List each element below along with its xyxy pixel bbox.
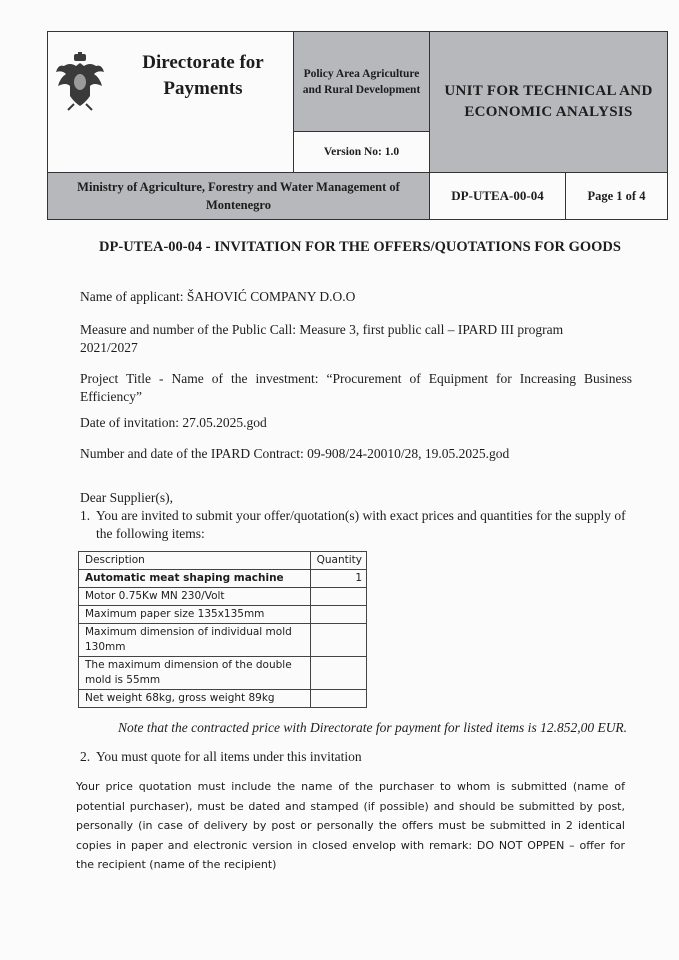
applicant-name: Name of applicant: ŠAHOVIĆ COMPANY D.O.O <box>80 289 356 304</box>
row-quantity <box>310 606 366 624</box>
row-description: The maximum dimension of the double mold is 55mm <box>79 657 311 690</box>
row-quantity <box>310 624 366 657</box>
table-row <box>79 606 367 624</box>
page-indicator: Page 1 of 4 <box>587 188 646 203</box>
row-description: Automatic meat shaping machine <box>79 570 311 588</box>
row-quantity: 1 <box>310 570 366 588</box>
table-row <box>79 588 367 606</box>
item-2-number: 2. <box>80 749 91 764</box>
contract-number: Number and date of the IPARD Contract: 09-908/24-20010/28, 19.05.2025.god <box>80 446 510 461</box>
row-description: Maximum paper size 135x135mm <box>79 606 311 624</box>
org-title: Directorate for Payments <box>142 52 264 99</box>
item-1-text: You are invited to submit your offer/quotation(s) with exact prices and quantities for the supply of the following items: <box>96 508 626 541</box>
invitation-date: Date of invitation: 27.05.2025.god <box>80 415 267 430</box>
row-quantity <box>310 588 366 606</box>
row-description: Motor 0.75Kw MN 230/Volt <box>79 588 311 606</box>
row-quantity <box>310 690 366 708</box>
table-row <box>79 657 367 690</box>
item-1-number: 1. <box>80 508 91 523</box>
table-row <box>79 690 367 708</box>
row-quantity <box>310 657 366 690</box>
document-code: DP-UTEA-00-04 <box>430 173 566 219</box>
greeting: Dear Supplier(s), <box>80 490 173 505</box>
items-table <box>78 551 367 708</box>
row-description: Maximum dimension of individual mold 130mm <box>79 624 311 657</box>
table-row <box>79 624 367 657</box>
table-row <box>79 570 367 588</box>
row-description: Net weight 68kg, gross weight 89kg <box>79 690 311 708</box>
policy-area: Policy Area Agriculture and Rural Development <box>294 32 430 132</box>
header-quantity: Quantity <box>310 552 366 570</box>
submission-instructions: Your price quotation must include the name of the purchaser to whom is submitted (name of potential purchaser), must be dated and stamped (if possible) and should be submitted by post, personally (in case of delivery by post or personally the offers must be submitted in 2 identical copies in paper and electronic version in closed envelop with remark: DO NOT OPPEN – offer for the recipient (name of the recipient) <box>76 780 625 872</box>
item-2-text: You must quote for all items under this invitation <box>96 749 362 764</box>
table-header-row <box>79 552 367 570</box>
ministry-name: Ministry of Agriculture, Forestry and Water Management of Montenegro <box>48 173 430 220</box>
document-title: DP-UTEA-00-04 - INVITATION FOR THE OFFERS/QUOTATIONS FOR GOODS <box>99 239 621 255</box>
contract-price-note: Note that the contracted price with Directorate for payment for listed items is 12.852,00 EUR. <box>118 720 628 735</box>
document-header <box>47 31 668 220</box>
coat-of-arms-icon <box>54 52 106 112</box>
version-number: Version No: 1.0 <box>294 132 430 173</box>
unit-title: UNIT FOR TECHNICAL AND ECONOMIC ANALYSIS <box>430 32 668 173</box>
public-call-measure: Measure and number of the Public Call: Measure 3, first public call – IPARD III program 2021/2027 <box>80 322 564 355</box>
project-title: Project Title - Name of the investment: “Procurement of Equipment for Increasing Business Efficiency” <box>80 371 632 404</box>
org-cell <box>48 32 294 173</box>
header-description: Description <box>79 552 311 570</box>
